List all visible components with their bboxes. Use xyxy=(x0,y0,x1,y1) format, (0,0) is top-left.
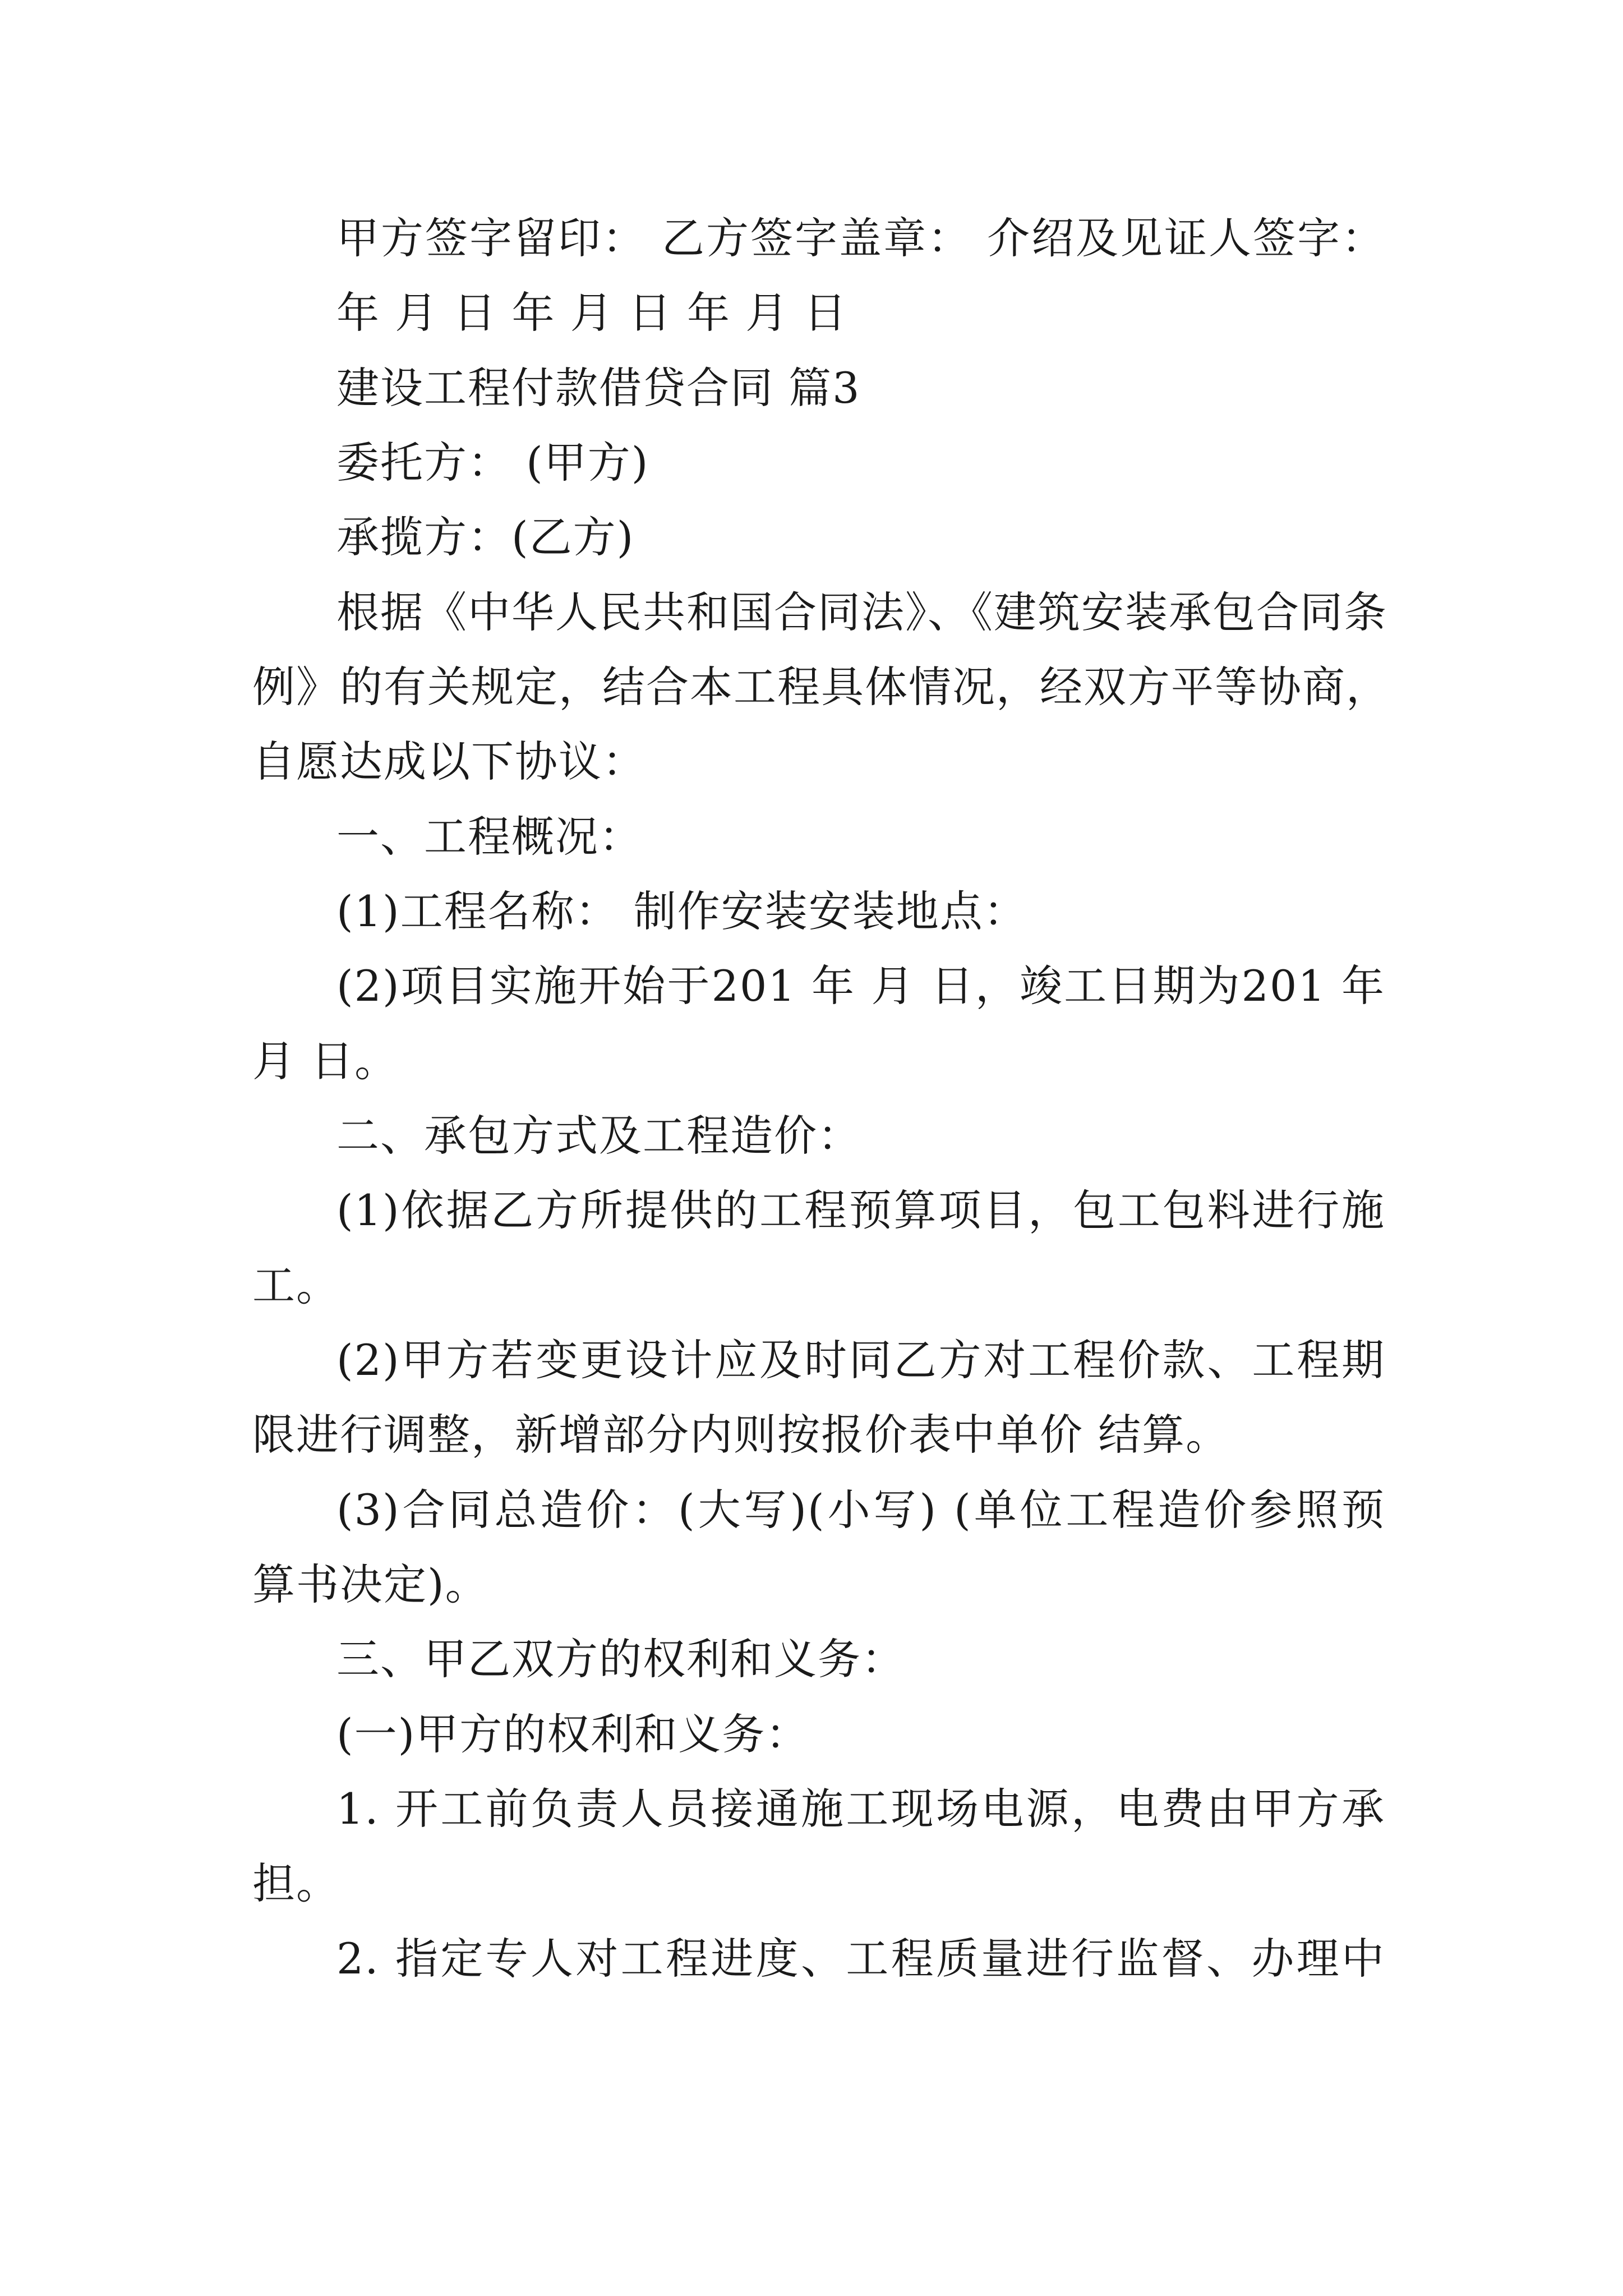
paragraph-line: (2)项目实施开始于201 年 月 日，竣工日期为201 年 xyxy=(336,961,1385,1011)
subsection-heading: (一)甲方的权利和义务： xyxy=(336,1709,810,1759)
paragraph-line: (1)工程名称： 制作安装安装地点： xyxy=(336,886,1027,936)
paragraph-line: (1)依据乙方所提供的工程预算项目，包工包料进行施 xyxy=(336,1185,1385,1235)
contract-title: 建设工程付款借贷合同 篇3 xyxy=(336,363,861,413)
paragraph-line: 担。 xyxy=(252,1858,340,1908)
paragraph-line: 限进行调整，新增部分内则按报价表中单价 结算。 xyxy=(252,1410,1230,1460)
paragraph-line: 1. 开工前负责人员接通施工现场电源，电费由甲方承 xyxy=(336,1784,1385,1834)
client-line: 委托方： (甲方) xyxy=(336,438,649,487)
paragraph-line: 2. 指定专人对工程进度、工程质量进行监督、办理中 xyxy=(336,1934,1385,1984)
signature-line: 甲方签字留印： 乙方签字盖章： 介绍及见证人签字： xyxy=(336,213,1385,263)
paragraph-line: 例》的有关规定，结合本工程具体情况，经双方平等协商， xyxy=(252,662,1390,712)
paragraph-line: 根据《中华人民共和国合同法》、《建筑安装承包合同条 xyxy=(336,587,1387,637)
paragraph-line: 自愿达成以下协议： xyxy=(252,737,646,786)
paragraph-line: 月 日。 xyxy=(252,1036,399,1086)
contractor-line: 承揽方：(乙方) xyxy=(336,512,635,562)
date-line: 年 月 日 年 月 日 年 月 日 xyxy=(336,288,848,338)
section-heading: 三、甲乙双方的权利和义务： xyxy=(336,1634,905,1684)
paragraph-line: (3)合同总造价：(大写)(小写) (单位工程造价参照预 xyxy=(336,1485,1385,1535)
section-heading: 一、工程概况： xyxy=(336,812,643,862)
section-heading: 二、承包方式及工程造价： xyxy=(336,1111,861,1161)
paragraph-line: (2)甲方若变更设计应及时同乙方对工程价款、工程期 xyxy=(336,1335,1385,1385)
paragraph-line: 工。 xyxy=(252,1260,340,1310)
paragraph-line: 算书决定)。 xyxy=(252,1559,489,1609)
